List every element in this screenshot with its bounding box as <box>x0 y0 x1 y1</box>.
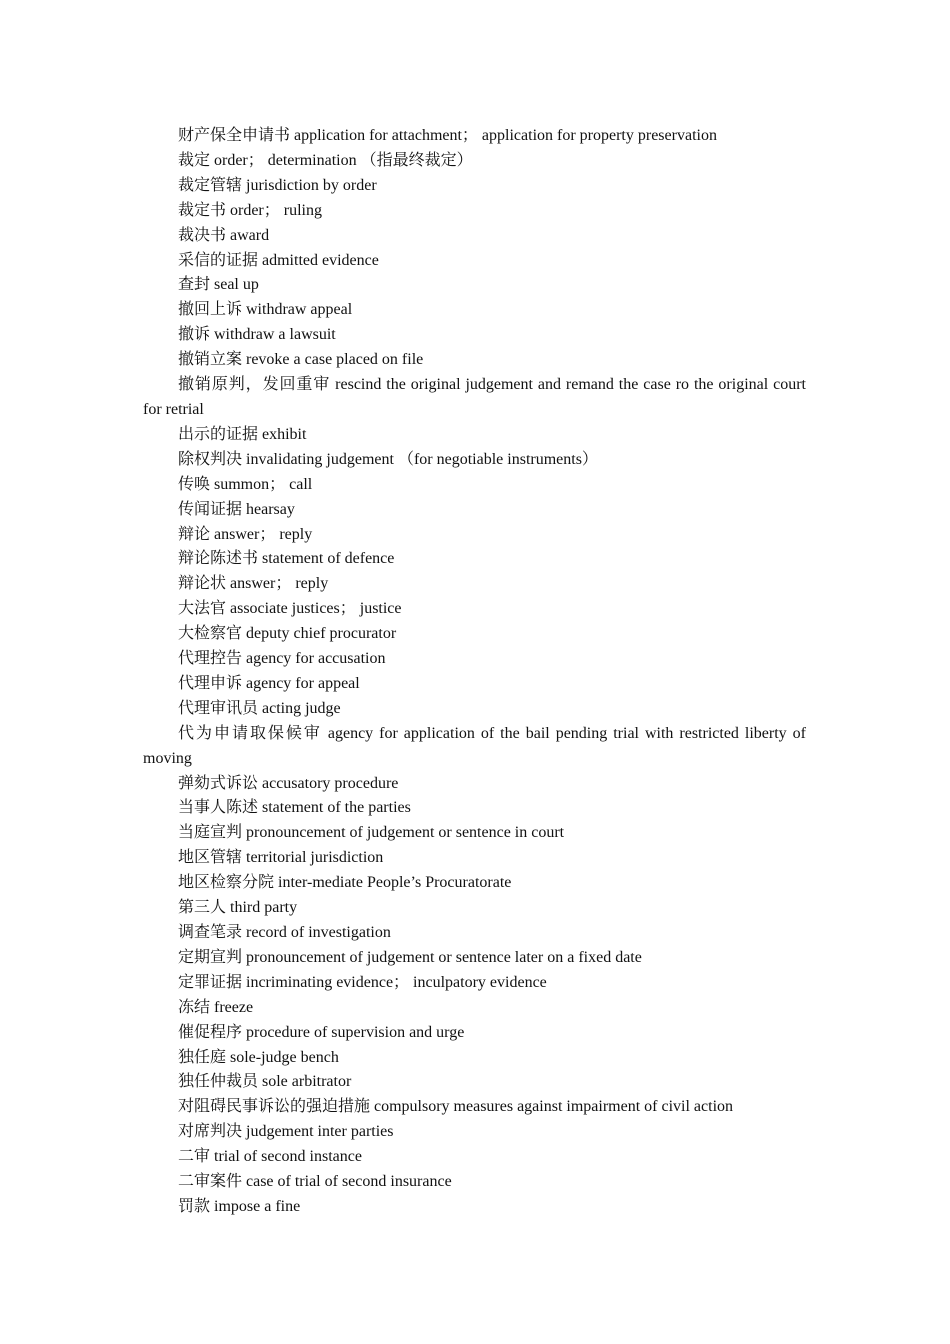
glossary-page <box>143 124 806 1220</box>
glossary-entry: 出示的证据 exhibit <box>178 425 307 443</box>
glossary-entry: 财产保全申请书 application for attachment； application for property preservation <box>178 127 717 144</box>
glossary-entry: 调查笔录 record of investigation <box>178 924 391 941</box>
glossary-entry: 代理审讯员 acting judge <box>178 699 341 717</box>
glossary-entry: 对席判决 judgement inter parties <box>178 1123 394 1141</box>
glossary-entry: 当庭宣判 pronouncement of judgement or sentence in court <box>178 824 565 842</box>
glossary-entry: 裁定书 order； ruling <box>178 201 322 219</box>
glossary-entry: 二审案件 case of trial of second insurance <box>178 1173 452 1191</box>
glossary-entry: 当事人陈述 statement of the parties <box>178 799 411 817</box>
glossary-entry: 辩论状 answer； reply <box>178 575 329 593</box>
glossary-entry: 辩论 answer； reply <box>178 525 313 543</box>
glossary-entry: 代理控告 agency for accusation <box>178 650 386 668</box>
glossary-entry: 独任仲裁员 sole arbitrator <box>178 1073 352 1091</box>
glossary-entry: 第三人 third party <box>178 899 298 917</box>
glossary-entry: 撤诉 withdraw a lawsuit <box>178 326 336 344</box>
glossary-entry: 传唤 summon； call <box>178 475 313 493</box>
glossary-entry: 除权判决 invalidating judgement （for negotiable instruments） <box>178 450 598 468</box>
glossary-entry: 对阻碍民事诉讼的强迫措施 compulsory measures against impairment of civil action <box>178 1098 734 1116</box>
glossary-entry: 罚款 impose a fine <box>178 1197 301 1215</box>
glossary-entry: 冻结 freeze <box>178 998 254 1016</box>
glossary-entry: 采信的证据 admitted evidence <box>178 251 379 269</box>
glossary-entry: 大法官 associate justices； justice <box>178 600 402 618</box>
glossary-entry: 裁定管辖 jurisdiction by order <box>178 176 377 194</box>
glossary-entry: 传闻证据 hearsay <box>178 500 295 518</box>
glossary-entry: 辩论陈述书 statement of defence <box>178 550 395 568</box>
glossary-entry: 催促程序 procedure of supervision and urge <box>178 1023 465 1041</box>
glossary-entry: 裁定 order； determination （指最终裁定） <box>178 151 473 169</box>
glossary-entry: 代理申诉 agency for appeal <box>178 674 360 692</box>
glossary-entry: 独任庭 sole-judge bench <box>178 1048 339 1066</box>
glossary-entry: 撤回上诉 withdraw appeal <box>178 301 353 319</box>
glossary-entry: 代为申请取保候审 agency for application of the bail pending trial with restricted liberty of moving <box>143 724 806 767</box>
glossary-entry: 裁决书 award <box>178 226 270 244</box>
glossary-entry: 定罪证据 incriminating evidence； inculpatory evidence <box>178 973 547 991</box>
glossary-entry: 大检察官 deputy chief procurator <box>178 625 397 643</box>
glossary-entry: 定期宣判 pronouncement of judgement or sentence later on a fixed date <box>178 948 642 966</box>
glossary-entry: 地区管辖 territorial jurisdiction <box>178 849 384 867</box>
glossary-entry: 撤销原判，发回重审 rescind the original judgement and remand the case ro the original court for retrial <box>143 376 806 418</box>
glossary-entry: 查封 seal up <box>178 276 259 294</box>
glossary-entry: 弹劾式诉讼 accusatory procedure <box>178 774 399 792</box>
glossary-entry: 二审 trial of second instance <box>178 1148 362 1166</box>
glossary-entry: 地区检察分院 inter-mediate People’s Procuratorate <box>178 874 512 892</box>
glossary-entry: 撤销立案 revoke a case placed on file <box>178 351 424 369</box>
